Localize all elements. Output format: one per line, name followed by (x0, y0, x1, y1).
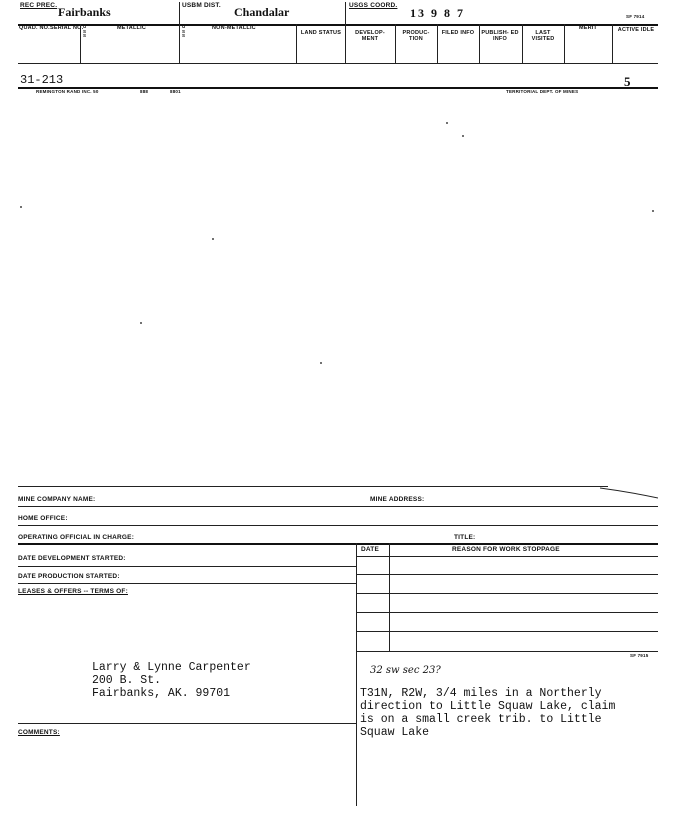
divider (18, 506, 658, 507)
home-office-label: HOME OFFICE: (18, 515, 68, 522)
col-last-visited: LAST VISITED (531, 30, 555, 42)
divider (18, 723, 356, 724)
divider (395, 24, 396, 63)
owner-street: 200 B. St. (92, 674, 162, 687)
divider (18, 583, 356, 584)
owner-city: Fairbanks, AK. 99701 (92, 687, 231, 700)
divider (356, 631, 658, 632)
divider (356, 574, 658, 575)
col-merit: MERIT (578, 25, 598, 31)
col-active-idle: ACTIVE IDLE (617, 27, 655, 33)
divider (612, 24, 613, 63)
divider (80, 24, 81, 63)
print-code-2: 8801 (170, 89, 181, 94)
col-development: DEVELOP- MENT (355, 30, 385, 42)
divider (179, 2, 180, 24)
scan-speck (140, 322, 142, 324)
quad-serial-value: 31-213 (20, 73, 64, 87)
torn-edge (600, 486, 658, 500)
usbm-dist-label: USBM DIST. (182, 2, 221, 9)
divider (356, 593, 658, 594)
divider (296, 24, 297, 63)
divider (18, 525, 658, 526)
usgs-coord-value: 13 9 8 7 (410, 6, 465, 20)
divider (356, 612, 658, 613)
col-filed-info: FILED INFO (441, 30, 475, 36)
col-land-status: LAND STATUS (300, 30, 342, 36)
divider (356, 651, 658, 652)
scan-speck (20, 206, 22, 208)
header-top-rule (18, 24, 658, 26)
date-development-label: DATE DEVELOPMENT STARTED: (18, 555, 126, 562)
divider (18, 63, 658, 64)
col-serial-no: SERIAL NO. (50, 25, 84, 31)
scan-speck (212, 238, 214, 240)
operating-official-label: OPERATING OFFICIAL IN CHARGE: (18, 534, 135, 541)
reason-column-header: REASON FOR WORK STOPPAGE (452, 546, 560, 553)
divider (356, 651, 357, 806)
divider (18, 566, 356, 567)
location-line-4: Squaw Lake (360, 726, 430, 739)
location-line-2: direction to Little Squaw Lake, claim (360, 700, 616, 713)
col-production: PRODUC- TION (402, 30, 430, 42)
col-uss-metallic: U S S (83, 24, 87, 39)
mine-address-label: MINE ADDRESS: (370, 496, 425, 503)
divider (18, 486, 608, 487)
leases-label: LEASES & OFFERS -- TERMS OF: (18, 588, 128, 595)
handwritten-note: 32 sw sec 23? (370, 665, 441, 676)
divider (356, 543, 357, 651)
department-name: TERRITORIAL DEPT. OF MINES (506, 89, 579, 94)
location-line-3: is on a small creek trib. to Little (360, 713, 602, 726)
scan-speck (462, 135, 464, 137)
date-column-header: DATE (361, 546, 380, 553)
rec-prec-value: Fairbanks (58, 5, 111, 19)
date-production-label: DATE PRODUCTION STARTED: (18, 573, 120, 580)
printer-credit: REMINGTON RAND INC. 50 (36, 89, 99, 94)
active-idle-value: 5 (624, 74, 631, 89)
divider (389, 543, 390, 651)
usgs-coord-label: USGS COORD. (349, 2, 398, 9)
usbm-dist-value: Chandalar (234, 5, 290, 19)
divider (356, 556, 658, 557)
divider (345, 2, 346, 24)
mine-company-name-label: MINE COMPANY NAME: (18, 496, 96, 503)
col-metallic: METALLIC (117, 25, 146, 31)
col-nonmetallic: NON-METALLIC (212, 25, 256, 31)
form-code-top: SF 7914 (626, 14, 645, 19)
comments-label: COMMENTS: (18, 729, 60, 736)
owner-name: Larry & Lynne Carpenter (92, 661, 251, 674)
scan-speck (446, 122, 448, 124)
divider (437, 24, 438, 63)
print-code-1: 888 (140, 89, 149, 94)
divider (179, 24, 180, 63)
col-published-info: PUBLISH- ED INFO (481, 30, 519, 42)
divider (564, 24, 565, 63)
scan-speck (320, 362, 322, 364)
col-uss-nonmetallic: U S S (182, 24, 186, 39)
col-quad-no: QUAD. NO. (19, 25, 50, 31)
divider (522, 24, 523, 63)
title-label: TITLE: (454, 534, 476, 541)
divider (479, 24, 480, 63)
divider (18, 543, 658, 545)
divider (345, 24, 346, 63)
form-code-bottom: SF 7915 (630, 653, 649, 658)
location-line-1: T31N, R2W, 3/4 miles in a Northerly (360, 687, 602, 700)
rec-prec-label: REC PREC. (20, 2, 58, 9)
scan-speck (652, 210, 654, 212)
